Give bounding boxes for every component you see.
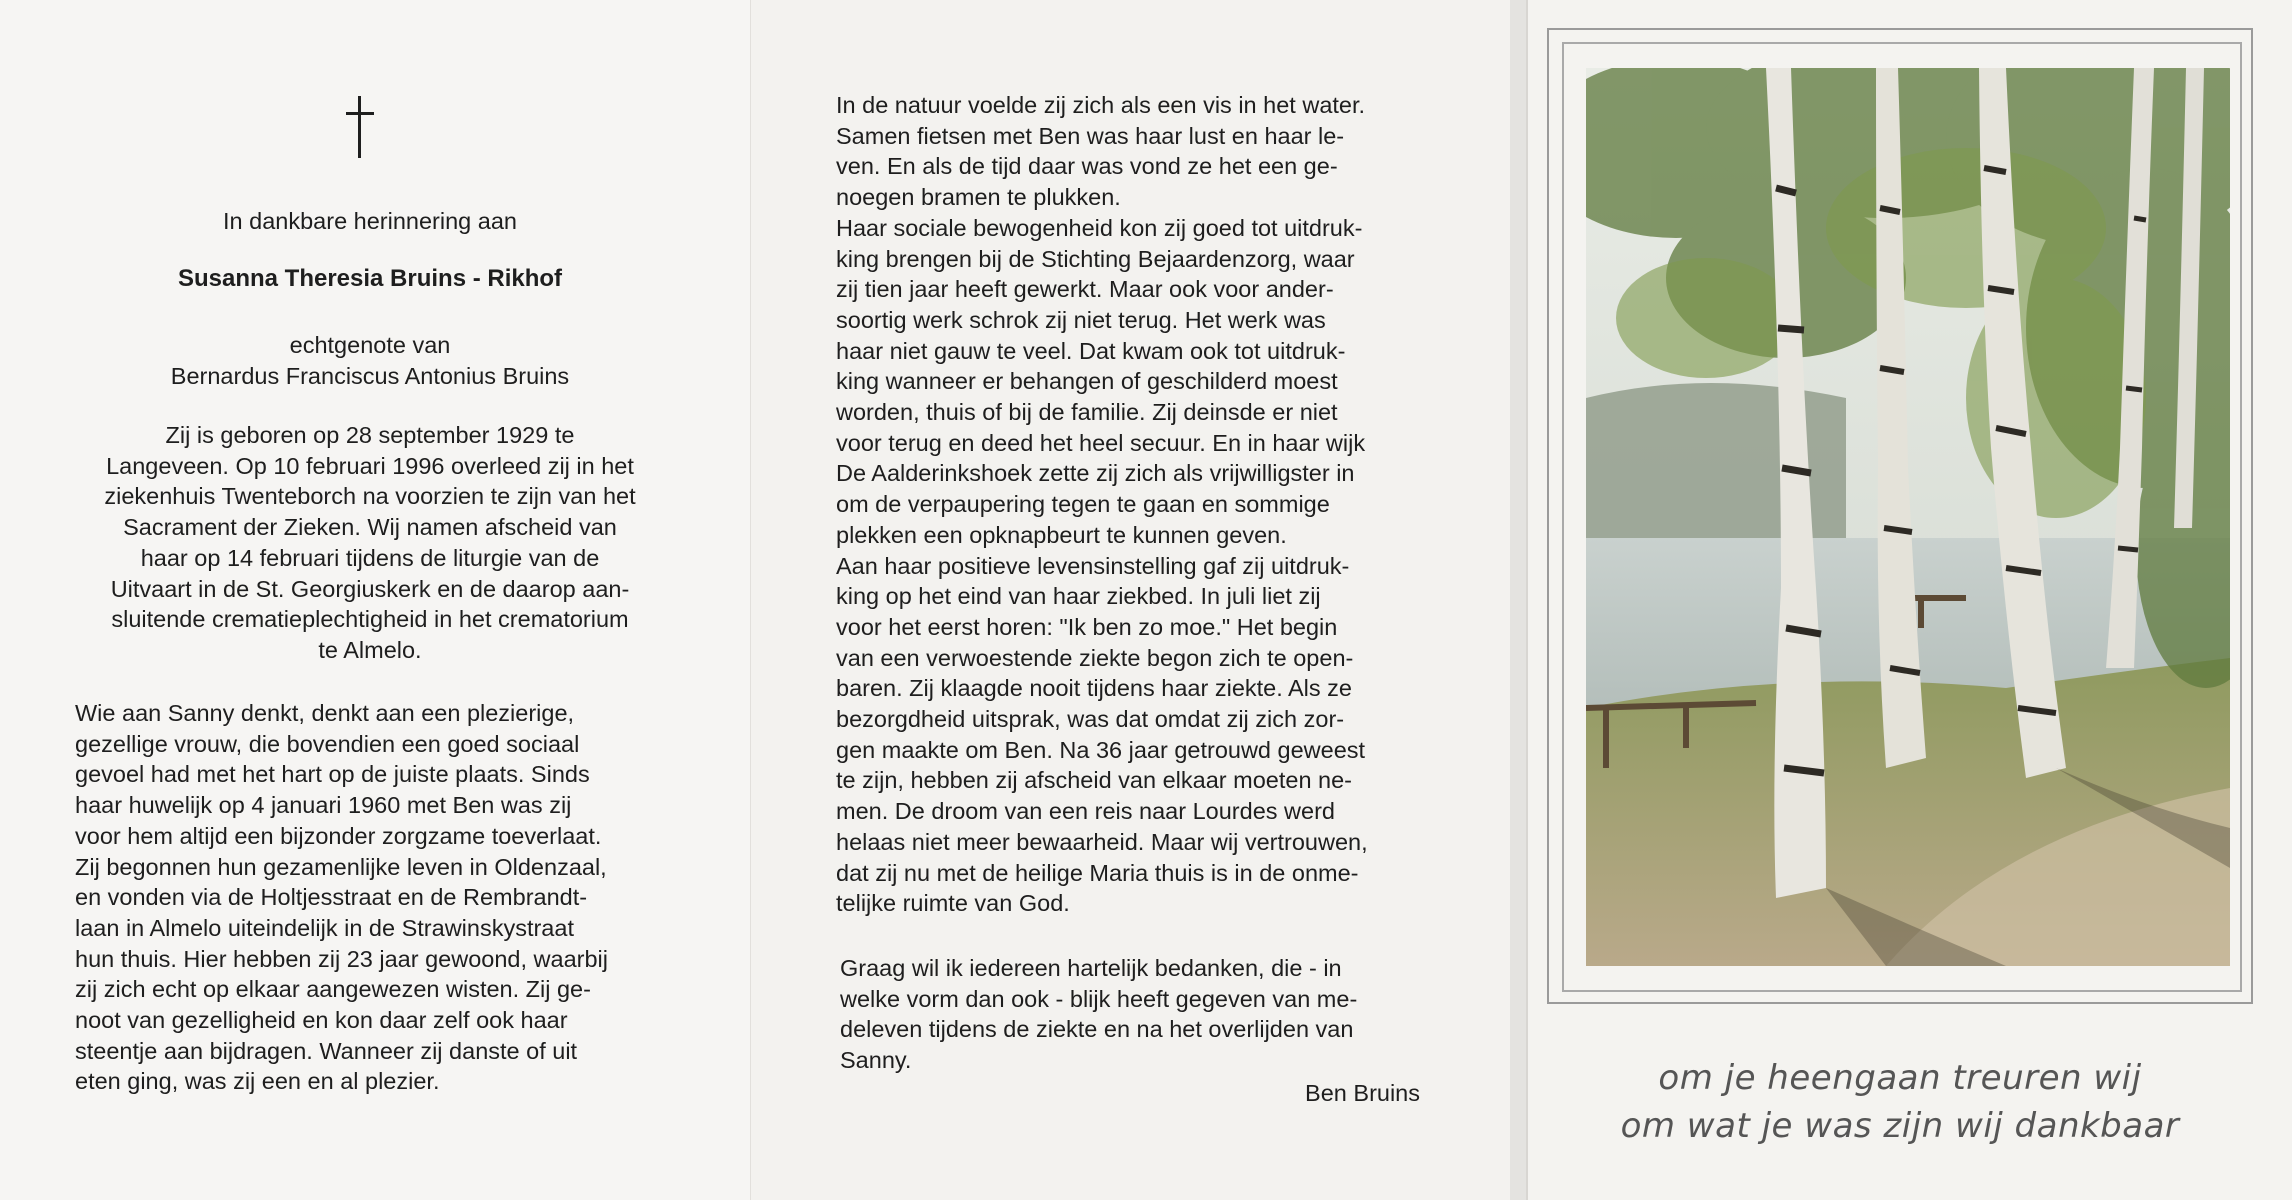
text-line: king wanneer er behangen of geschilderd moest	[836, 368, 1338, 395]
text-line: Uitvaart in de St. Georgiuskerk en de daarop aan-	[110, 575, 630, 602]
text-line: Samen fietsen met Ben was haar lust en haar le-	[836, 122, 1345, 149]
thanks-paragraph	[840, 953, 1418, 1076]
poem-line-1: om je heengaan treuren wij	[1658, 1058, 2142, 1098]
text-line: welke vorm dan ook - blijk heeft gegeven van me-	[840, 985, 1358, 1012]
text-line: dat zij nu met de heilige Maria thuis is in de onme-	[836, 859, 1359, 886]
cross-icon	[346, 96, 374, 158]
text-line: plekken een opknapbeurt te kunnen geven.	[836, 521, 1287, 548]
text-line: Haar sociale bewogenheid kon zij goed tot uitdruk-	[836, 214, 1363, 241]
text-line: gezellige vrouw, die bovendien een goed sociaal	[75, 730, 580, 757]
signature: Ben Bruins	[1305, 1080, 1420, 1106]
text-line: king brengen bij de Stichting Bejaardenzorg, waar	[836, 245, 1355, 272]
text-line: Aan haar positieve levensinstelling gaf zij uitdruk-	[836, 552, 1350, 579]
life-story-paragraph	[836, 90, 1418, 919]
text-line: Zij is geboren op 28 september 1929 te	[165, 422, 575, 448]
text-line: gen maakte om Ben. Na 36 jaar getrouwd geweest	[836, 736, 1366, 763]
left-card-panel	[0, 0, 750, 1200]
text-line: eten ging, was zij een en al plezier.	[75, 1068, 440, 1095]
text-line: noot van gezelligheid en kon daar zelf ook haar	[75, 1007, 568, 1034]
text-line: zij tien jaar heeft gewerkt. Maar ook voor ander-	[836, 276, 1334, 303]
text-line: deleven tijdens de ziekte en na het overlijden van	[840, 1016, 1354, 1043]
text-line: helaas niet meer bewaarheid. Maar wij vertrouwen,	[836, 828, 1368, 855]
text-line: hun thuis. Hier hebben zij 23 jaar gewoond, waarbij	[75, 945, 608, 972]
birch-lake-photo	[1586, 68, 2230, 966]
text-line: Langeveen. Op 10 februari 1996 overleed zij in het	[106, 452, 634, 479]
text-line: van een verwoestende ziekte begon zich te open-	[836, 644, 1354, 671]
text-line: Graag wil ik iedereen hartelijk bedanken, die - in	[840, 955, 1342, 981]
spouse-name: Bernardus Franciscus Antonius Bruins	[170, 362, 570, 389]
text-line: voor hem altijd een bijzonder zorgzame toeverlaat.	[75, 822, 602, 849]
text-line: king op het eind van haar ziekbed. In juli liet zij	[836, 583, 1321, 610]
text-line: worden, thuis of bij de familie. Zij deinsde er niet	[836, 399, 1338, 426]
text-line: ven. En als de tijd daar was vond ze het een ge-	[836, 153, 1338, 180]
text-line: haar niet gauw te veel. Dat kwam ook tot uitdruk-	[836, 337, 1346, 364]
text-line: gevoel had met het hart op de juiste plaats. Sinds	[75, 761, 590, 788]
in-memory-heading: In dankbare herinnering aan	[223, 208, 517, 234]
text-line: om de verpaupering tegen te gaan en sommige	[836, 491, 1330, 518]
text-line: soortig werk schrok zij niet terug. Het werk was	[836, 306, 1326, 333]
text-line: baren. Zij klaagde nooit tijdens haar ziekte. Als ze	[836, 675, 1352, 702]
text-line: men. De droom van een reis naar Lourdes werd	[836, 798, 1335, 825]
text-line: zij zich echt op elkaar aangewezen wisten. Zij ge-	[75, 976, 591, 1003]
card-gap	[1510, 0, 1526, 1200]
poem-line-2: om wat je was zijn wij dankbaar	[1620, 1106, 2180, 1146]
text-line: In de natuur voelde zij zich als een vis in het water.	[836, 92, 1366, 118]
text-line: Sanny.	[840, 1047, 912, 1074]
text-line: laan in Almelo uiteindelijk in de Strawinskystraat	[75, 914, 574, 941]
spouse-block	[80, 330, 660, 391]
text-line: De Aalderinkshoek zette zij zich als vrijwilligster in	[836, 460, 1355, 487]
text-line: ziekenhuis Twenteborch na voorzien te zijn van het	[104, 483, 636, 510]
text-line: haar op 14 februari tijdens de liturgie van de	[140, 544, 600, 571]
text-line: Zij begonnen hun gezamenlijke leven in Oldenzaal,	[75, 853, 607, 880]
deceased-name: Susanna Theresia Bruins - Rikhof	[177, 265, 563, 292]
spouse-label: echtgenote van	[289, 332, 451, 358]
text-line: Sacrament der Zieken. Wij namen afscheid van	[123, 514, 617, 541]
text-line: bezorgdheid uitsprak, was dat omdat zij zich zor-	[836, 706, 1345, 733]
text-line: telijke ruimte van God.	[836, 890, 1070, 917]
text-line: voor het eerst horen: "Ik ben zo moe." Het begin	[836, 613, 1338, 640]
text-line: steentje aan bijdragen. Wanneer zij danste of uit	[75, 1037, 578, 1064]
text-line: te zijn, hebben zij afscheid van elkaar moeten ne-	[836, 767, 1353, 794]
birth-death-paragraph	[70, 420, 670, 666]
text-line: voor terug en deed het heel secuur. En in haar wijk	[836, 429, 1366, 456]
text-line: haar huwelijk op 4 januari 1960 met Ben was zij	[75, 792, 572, 819]
text-line: en vonden via de Holtjesstraat en de Rembrandt-	[75, 884, 588, 911]
text-line: te Almelo.	[318, 636, 422, 663]
text-line: sluitende crematieplechtigheid in het crematorium	[111, 606, 629, 633]
text-line: Wie aan Sanny denkt, denkt aan een plezierige,	[75, 700, 575, 726]
memory-paragraph	[75, 698, 655, 1097]
text-line: noegen bramen te plukken.	[836, 184, 1121, 211]
